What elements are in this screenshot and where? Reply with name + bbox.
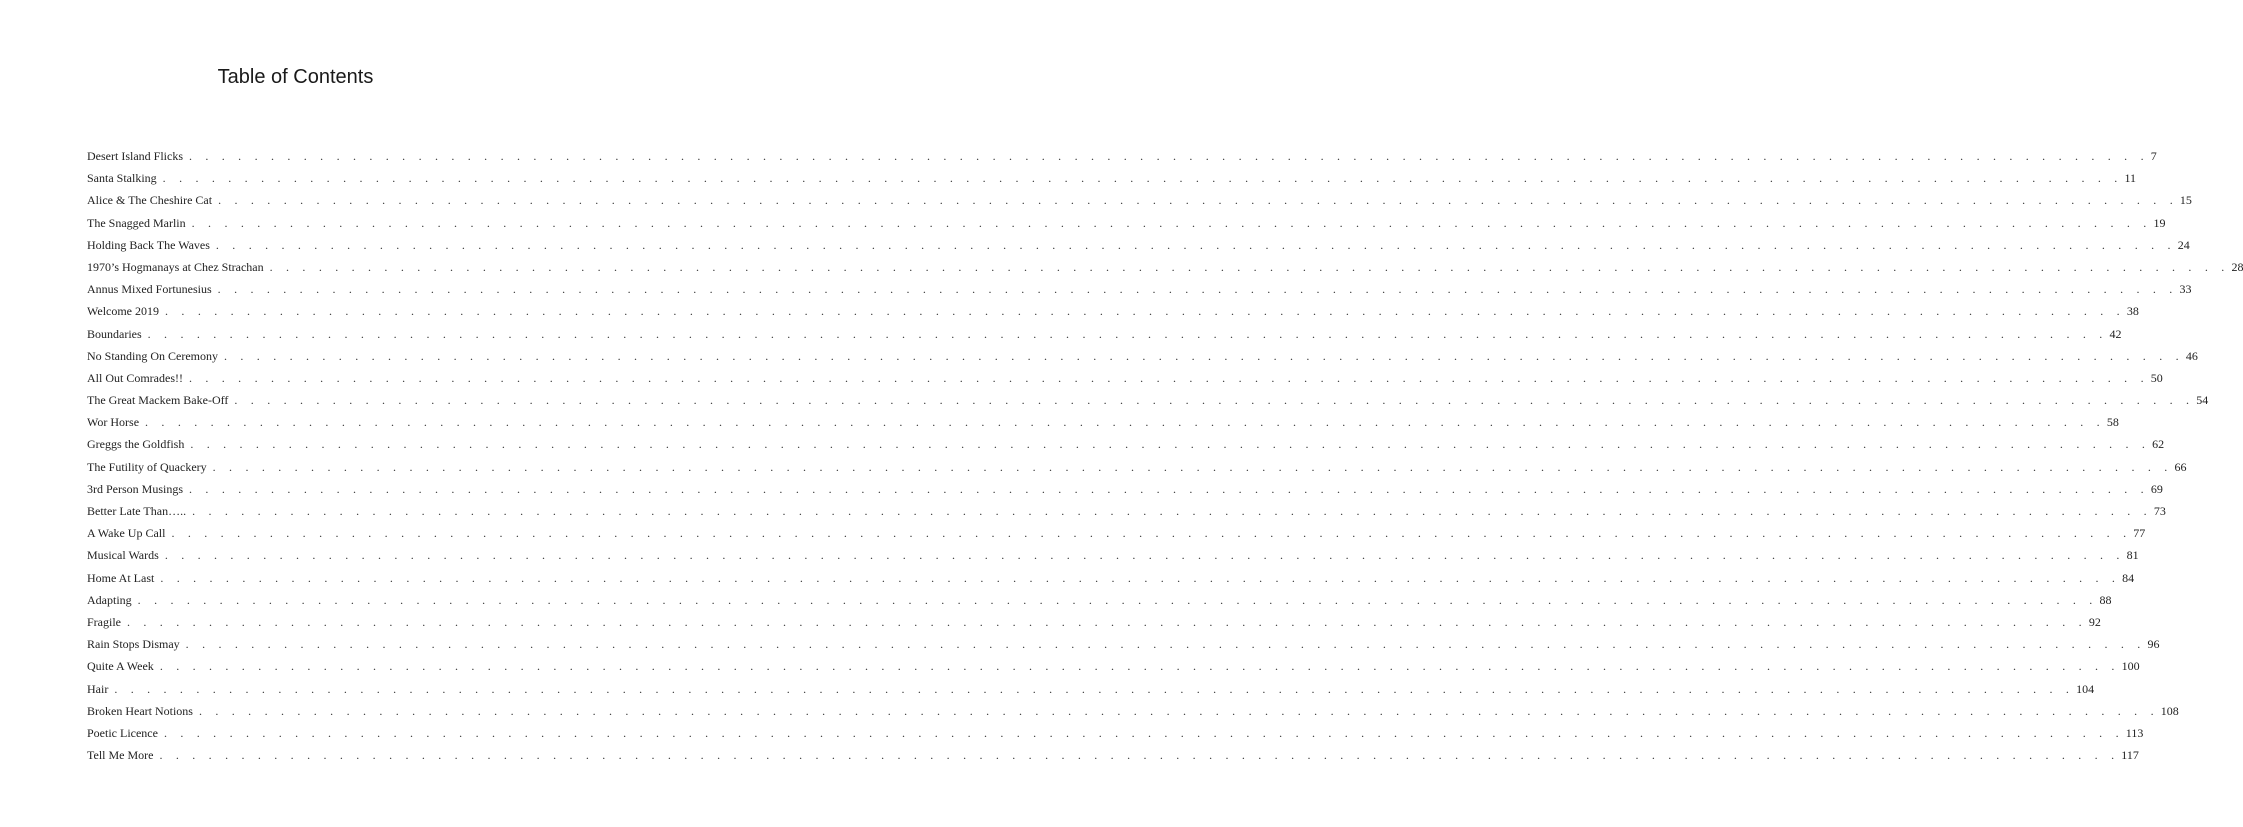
toc-entry-title: Annus Mixed Fortunesius (87, 282, 212, 297)
dot-leader: . . . . . . . . . . . . . . . . . . . . . . . . . . . . . . . . . . . . . . . . . . . . . . . . . . . . . . . . . . . . . . . . . . . . . . . . . . . . . . . . . . . . . . . . . . . . . . . . . . . . . . . . . . . . . . . . . . . . . . . . (215, 237, 2176, 252)
toc-entry[interactable] (87, 367, 2163, 389)
toc-entry-page-number: 84 (2122, 570, 2135, 585)
dot-leader: . . . . . . . . . . . . . . . . . . . . . . . . . . . . . . . . . . . . . . . . . . . . . . . . . . . . . . . . . . . . . . . . . . . . . . . . . . . . . . . . . . . . . . . . . . . . . . . . . . . . . . . . . . . . . . . . . . . . . . . . (189, 481, 2149, 496)
toc-entry[interactable] (87, 544, 2139, 566)
toc-entry-page-number: 108 (2160, 703, 2179, 718)
toc-entry-title: Boundaries (87, 326, 142, 341)
dot-leader: . . . . . . . . . . . . . . . . . . . . . . . . . . . . . . . . . . . . . . . . . . . . . . . . . . . . . . . . . . . . . . . . . . . . . . . . . . . . . . . . . . . . . . . . . . . . . . . . . . . . . . . . . . . . . . . . . . . . . . . . (159, 748, 2120, 763)
toc-entry-title: Alice & The Cheshire Cat (87, 193, 213, 208)
toc-entry-page-number: 46 (2185, 348, 2198, 363)
toc-entry[interactable] (87, 589, 2112, 611)
dot-leader: . . . . . . . . . . . . . . . . . . . . . . . . . . . . . . . . . . . . . . . . . . . . . . . . . . . . . . . . . . . . . . . . . . . . . . . . . . . . . . . . . . . . . . . . . . . . . . . . . . . . . . . . . . . . . . . . . . . . . . . . (217, 282, 2178, 297)
dot-leader: . . . . . . . . . . . . . . . . . . . . . . . . . . . . . . . . . . . . . . . . . . . . . . . . . . . . . . . . . . . . . . . . . . . . . . . . . . . . . . . . . . . . . . . . . . . . . . . . . . . . . . . . . . . . . . . . . . . . . . . . (212, 459, 2173, 474)
toc-entry[interactable] (87, 700, 2179, 722)
toc-entry-page-number: 69 (2150, 481, 2163, 496)
toc-entry-title: Quite A Week (87, 659, 154, 674)
toc-entry-page-number: 88 (2099, 592, 2112, 607)
toc-entry[interactable] (87, 744, 2139, 766)
dot-leader: . . . . . . . . . . . . . . . . . . . . . . . . . . . . . . . . . . . . . . . . . . . . . . . . . . . . . . . . . . . . . . . . . . . . . . . . . . . . . . . . . . . . . . . . . . . . . . . . . . . . . . . . . . . . . . . . . . . . . . . . (137, 592, 2098, 607)
toc-entry-page-number: 15 (2179, 193, 2192, 208)
dot-leader: . . . . . . . . . . . . . . . . . . . . . . . . . . . . . . . . . . . . . . . . . . . . . . . . . . . . . . . . . . . . . . . . . . . . . . . . . . . . . . . . . . . . . . . . . . . . . . . . . . . . . . . . . . . . . . . . . . . . . . . . (191, 215, 2152, 230)
toc-entry-page-number: 50 (2150, 370, 2163, 385)
toc-entry-page-number: 33 (2179, 282, 2192, 297)
toc-entry-page-number: 54 (2196, 393, 2209, 408)
toc-entry[interactable] (87, 389, 2209, 411)
toc-entry[interactable] (87, 345, 2198, 367)
toc-entry[interactable] (87, 411, 2119, 433)
toc-entry-title: Welcome 2019 (87, 304, 160, 319)
toc-entry-page-number: 92 (2088, 614, 2101, 629)
toc-entry[interactable] (87, 167, 2137, 189)
dot-leader: . . . . . . . . . . . . . . . . . . . . . . . . . . . . . . . . . . . . . . . . . . . . . . . . . . . . . . . . . . . . . . . . . . . . . . . . . . . . . . . . . . . . . . . . . . . . . . . . . . . . . . . . . . . . . . . . . . . . . . . . (192, 504, 2152, 518)
toc-entry-title: A Wake Up Call (87, 526, 166, 541)
toc-entry-page-number: 7 (2150, 149, 2157, 163)
toc-entry-page-number: 42 (2109, 326, 2122, 341)
toc-entry-title: Rain Stops Dismay (87, 637, 180, 652)
dot-leader: . . . . . . . . . . . . . . . . . . . . . . . . . . . . . . . . . . . . . . . . . . . . . . . . . . . . . . . . . . . . . . . . . . . . . . . . . . . . . . . . . . . . . . . . . . . . . . . . . . . . . . . . . . . . . . . . . . . . . . . . (163, 725, 2124, 740)
toc-entry-title: The Futility of Quackery (87, 459, 207, 474)
toc-entry-title: All Out Comrades!! (87, 370, 183, 385)
dot-leader: . . . . . . . . . . . . . . . . . . . . . . . . . . . . . . . . . . . . . . . . . . . . . . . . . . . . . . . . . . . . . . . . . . . . . . . . . . . . . . . . . . . . . . . . . . . . . . . . . . . . . . . . . . . . . . . . . . . . . . . . (198, 703, 2159, 718)
toc-entry-title: Broken Heart Notions (87, 703, 193, 718)
dot-leader: . . . . . . . . . . . . . . . . . . . . . . . . . . . . . . . . . . . . . . . . . . . . . . . . . . . . . . . . . . . . . . . . . . . . . . . . . . . . . . . . . . . . . . . . . . . . . . . . . . . . . . . . . . . . . . . . . . . . . . . . (224, 348, 2184, 363)
toc-entry-page-number: 73 (2153, 504, 2166, 518)
toc-entry[interactable] (87, 611, 2101, 633)
dot-leader: . . . . . . . . . . . . . . . . . . . . . . . . . . . . . . . . . . . . . . . . . . . . . . . . . . . . . . . . . . . . . . . . . . . . . . . . . . . . . . . . . . . . . . . . . . . . . . . . . . . . . . . . . . . . . . . . . . . . . . . . (162, 171, 2123, 186)
toc-entry-title: Poetic Licence (87, 725, 158, 740)
toc-entry-page-number: 77 (2133, 526, 2146, 541)
dot-leader: . . . . . . . . . . . . . . . . . . . . . . . . . . . . . . . . . . . . . . . . . . . . . . . . . . . . . . . . . . . . . . . . . . . . . . . . . . . . . . . . . . . . . . . . . . . . . . . . . . . . . . . . . . . . . . . . . . . . . . . . (127, 614, 2087, 629)
toc-entry[interactable] (87, 567, 2135, 589)
toc-entry[interactable] (87, 722, 2144, 744)
toc-entry[interactable] (87, 278, 2192, 300)
toc-entry[interactable] (87, 212, 2166, 234)
toc-entry-page-number: 96 (2147, 637, 2160, 652)
toc-entry[interactable] (87, 633, 2160, 655)
toc-entry-page-number: 28 (2231, 259, 2243, 274)
table-of-contents (87, 145, 2243, 766)
dot-leader: . . . . . . . . . . . . . . . . . . . . . . . . . . . . . . . . . . . . . . . . . . . . . . . . . . . . . . . . . . . . . . . . . . . . . . . . . . . . . . . . . . . . . . . . . . . . . . . . . . . . . . . . . . . . . . . . . . . . . . . . (165, 304, 2125, 319)
toc-entry-page-number: 38 (2126, 304, 2139, 319)
toc-entry-page-number: 62 (2152, 437, 2165, 452)
toc-entry[interactable] (87, 678, 2095, 700)
dot-leader: . . . . . . . . . . . . . . . . . . . . . . . . . . . . . . . . . . . . . . . . . . . . . . . . . . . . . . . . . . . . . . . . . . . . . . . . . . . . . . . . . . . . . . . . . . . . . . . . . . . . . . . . . . . . . . . . . . . . . . . . (160, 570, 2121, 585)
toc-entry[interactable] (87, 300, 2139, 322)
toc-entry[interactable] (87, 433, 2165, 455)
toc-entry-title: Tell Me More (87, 748, 154, 763)
toc-entry-page-number: 81 (2126, 548, 2139, 563)
dot-leader: . . . . . . . . . . . . . . . . . . . . . . . . . . . . . . . . . . . . . . . . . . . . . . . . . . . . . . . . . . . . . . . . . . . . . . . . . . . . . . . . . . . . . . . . . . . . . . . . . . . . . . . . . . . . . . . . . . . . . . . . (269, 259, 2230, 274)
dot-leader: . . . . . . . . . . . . . . . . . . . . . . . . . . . . . . . . . . . . . . . . . . . . . . . . . . . . . . . . . . . . . . . . . . . . . . . . . . . . . . . . . . . . . . . . . . . . . . . . . . . . . . . . . . . . . . . . . . . . . . . . (145, 415, 2105, 430)
toc-entry-title: The Snagged Marlin (87, 215, 186, 230)
dot-leader: . . . . . . . . . . . . . . . . . . . . . . . . . . . . . . . . . . . . . . . . . . . . . . . . . . . . . . . . . . . . . . . . . . . . . . . . . . . . . . . . . . . . . . . . . . . . . . . . . . . . . . . . . . . . . . . . . . . . . . . . (188, 149, 2149, 163)
toc-entry[interactable] (87, 145, 2157, 167)
toc-entry-title: The Great Mackem Bake-Off (87, 393, 229, 408)
toc-entry-page-number: 104 (2076, 681, 2095, 696)
toc-entry-title: Greggs the Goldfish (87, 437, 185, 452)
toc-entry[interactable] (87, 323, 2122, 345)
dot-leader: . . . . . . . . . . . . . . . . . . . . . . . . . . . . . . . . . . . . . . . . . . . . . . . . . . . . . . . . . . . . . . . . . . . . . . . . . . . . . . . . . . . . . . . . . . . . . . . . . . . . . . . . . . . . . . . . . . . . . . . . (185, 637, 2146, 652)
dot-leader: . . . . . . . . . . . . . . . . . . . . . . . . . . . . . . . . . . . . . . . . . . . . . . . . . . . . . . . . . . . . . . . . . . . . . . . . . . . . . . . . . . . . . . . . . . . . . . . . . . . . . . . . . . . . . . . . . . . . . . . . (188, 370, 2149, 385)
toc-entry-title: 1970’s Hogmanays at Chez Strachan (87, 259, 264, 274)
dot-leader: . . . . . . . . . . . . . . . . . . . . . . . . . . . . . . . . . . . . . . . . . . . . . . . . . . . . . . . . . . . . . . . . . . . . . . . . . . . . . . . . . . . . . . . . . . . . . . . . . . . . . . . . . . . . . . . . . . . . . . . . (234, 393, 2195, 408)
dot-leader: . . . . . . . . . . . . . . . . . . . . . . . . . . . . . . . . . . . . . . . . . . . . . . . . . . . . . . . . . . . . . . . . . . . . . . . . . . . . . . . . . . . . . . . . . . . . . . . . . . . . . . . . . . . . . . . . . . . . . . . . (159, 659, 2120, 674)
toc-entry[interactable] (87, 500, 2166, 522)
dot-leader: . . . . . . . . . . . . . . . . . . . . . . . . . . . . . . . . . . . . . . . . . . . . . . . . . . . . . . . . . . . . . . . . . . . . . . . . . . . . . . . . . . . . . . . . . . . . . . . . . . . . . . . . . . . . . . . . . . . . . . . . (164, 548, 2125, 563)
toc-entry[interactable] (87, 478, 2163, 500)
dot-leader: . . . . . . . . . . . . . . . . . . . . . . . . . . . . . . . . . . . . . . . . . . . . . . . . . . . . . . . . . . . . . . . . . . . . . . . . . . . . . . . . . . . . . . . . . . . . . . . . . . . . . . . . . . . . . . . . . . . . . . . . (218, 193, 2178, 208)
toc-entry-page-number: 117 (2121, 748, 2139, 763)
toc-entry-title: Santa Stalking (87, 171, 157, 186)
toc-entry-page-number: 19 (2153, 215, 2166, 230)
toc-entry-title: Desert Island Flicks (87, 149, 183, 163)
toc-entry-page-number: 113 (2125, 725, 2144, 740)
dot-leader: . . . . . . . . . . . . . . . . . . . . . . . . . . . . . . . . . . . . . . . . . . . . . . . . . . . . . . . . . . . . . . . . . . . . . . . . . . . . . . . . . . . . . . . . . . . . . . . . . . . . . . . . . . . . . . . . . . . . . . . . (114, 681, 2075, 696)
toc-entry[interactable] (87, 522, 2146, 544)
toc-entry-title: Better Late Than….. (87, 504, 187, 518)
toc-entry[interactable] (87, 256, 2243, 278)
toc-entry-title: Holding Back The Waves (87, 237, 210, 252)
toc-entry-page-number: 100 (2121, 659, 2140, 674)
dot-leader: . . . . . . . . . . . . . . . . . . . . . . . . . . . . . . . . . . . . . . . . . . . . . . . . . . . . . . . . . . . . . . . . . . . . . . . . . . . . . . . . . . . . . . . . . . . . . . . . . . . . . . . . . . . . . . . . . . . . . . . . (171, 526, 2132, 541)
toc-entry-page-number: 24 (2177, 237, 2190, 252)
dot-leader: . . . . . . . . . . . . . . . . . . . . . . . . . . . . . . . . . . . . . . . . . . . . . . . . . . . . . . . . . . . . . . . . . . . . . . . . . . . . . . . . . . . . . . . . . . . . . . . . . . . . . . . . . . . . . . . . . . . . . . . . (147, 326, 2108, 341)
toc-entry[interactable] (87, 456, 2187, 478)
toc-entry-title: No Standing On Ceremony (87, 348, 218, 363)
toc-entry[interactable] (87, 234, 2190, 256)
toc-entry-title: Adapting (87, 592, 132, 607)
page-title: Table of Contents (217, 66, 374, 88)
toc-entry-title: Wor Horse (87, 415, 140, 430)
toc-entry[interactable] (87, 189, 2192, 211)
toc-entry-title: Hair (87, 681, 109, 696)
toc-entry-page-number: 11 (2124, 171, 2137, 186)
toc-entry-title: Home At Last (87, 570, 155, 585)
toc-entry-page-number: 58 (2106, 415, 2119, 430)
toc-entry-title: 3rd Person Musings (87, 481, 184, 496)
toc-entry[interactable] (87, 655, 2140, 677)
toc-entry-title: Musical Wards (87, 548, 159, 563)
dot-leader: . . . . . . . . . . . . . . . . . . . . . . . . . . . . . . . . . . . . . . . . . . . . . . . . . . . . . . . . . . . . . . . . . . . . . . . . . . . . . . . . . . . . . . . . . . . . . . . . . . . . . . . . . . . . . . . . . . . . . . . . (190, 437, 2151, 452)
toc-entry-title: Fragile (87, 614, 121, 629)
toc-entry-page-number: 66 (2174, 459, 2187, 474)
